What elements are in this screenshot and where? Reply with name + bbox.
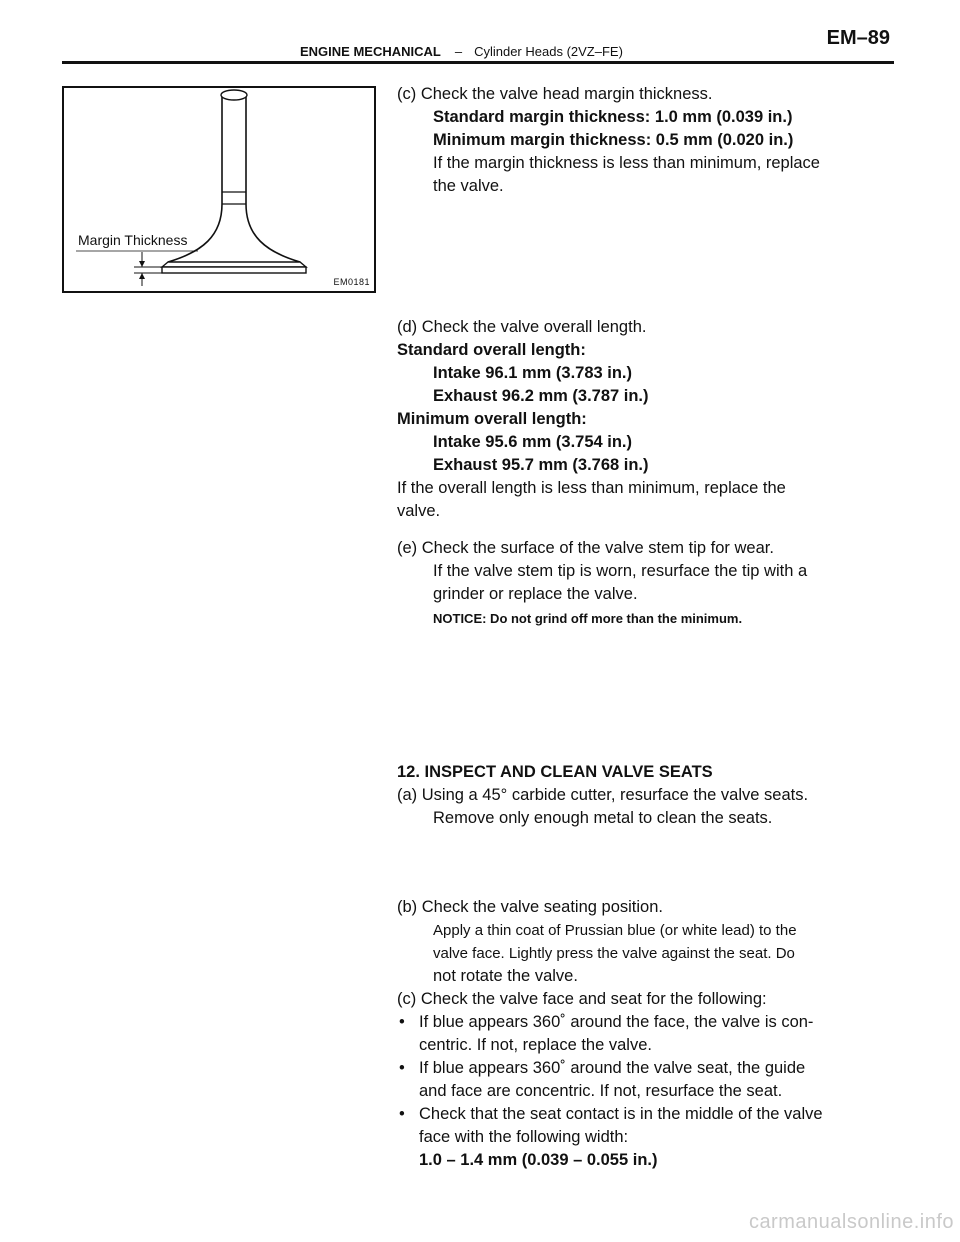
figure-frame	[63, 87, 375, 292]
step-d-title: (d) Check the valve overall length.	[397, 318, 647, 336]
header-separator: –	[454, 44, 463, 59]
valve-drawing	[62, 86, 376, 293]
step-e-block	[397, 537, 847, 630]
margin-thickness-label: Margin Thickness	[78, 232, 188, 248]
step-12c-title: (c) Check the valve face and seat for the following:	[397, 990, 767, 1008]
header-subsection: Cylinder Heads (2VZ–FE)	[474, 44, 623, 59]
bullet-1	[397, 1011, 847, 1034]
minimum-length-label: Minimum overall length:	[397, 410, 587, 428]
step-e-title: (e) Check the surface of the valve stem tip for wear.	[397, 539, 774, 557]
header-section: ENGINE MECHANICAL	[300, 44, 441, 59]
step-e-line-1: If the valve stem tip is worn, resurface the tip with a	[433, 562, 808, 580]
step-e-line-2: grinder or replace the valve.	[433, 585, 638, 603]
valve-margin-figure	[62, 86, 376, 293]
header-rule	[62, 61, 894, 64]
step-12b-line-3: not rotate the valve.	[433, 967, 578, 985]
step-d-note-2: valve.	[397, 502, 441, 520]
page-number: EM–89	[826, 27, 890, 49]
min-intake-spec: Intake 95.6 mm (3.754 in.)	[433, 433, 633, 451]
step-e-notice: NOTICE: Do not grind off more than the minimum.	[433, 611, 743, 626]
step-d-block	[397, 316, 847, 523]
bullet-1-text: If blue appears 360˚ around the face, the valve is con-	[419, 1013, 814, 1031]
step-d-note-1: If the overall length is less than minimum, replace the	[397, 479, 786, 497]
bullet-3-cont: face with the following width:	[419, 1128, 629, 1146]
section-12-title: 12. INSPECT AND CLEAN VALVE SEATS	[397, 763, 713, 781]
step-12b-c-block	[397, 896, 847, 1172]
bullet-3	[397, 1103, 847, 1126]
bullet-3-text: Check that the seat contact is in the middle of the valve	[419, 1105, 823, 1123]
header-title	[300, 44, 623, 60]
bullet-1-cont: centric. If not, replace the valve.	[419, 1036, 652, 1054]
figure-code: EM0181	[333, 277, 370, 287]
bullet-2	[397, 1057, 847, 1080]
step-12b-title: (b) Check the valve seating position.	[397, 898, 663, 916]
page-header	[0, 20, 960, 60]
bullet-2-text: If blue appears 360˚ around the valve seat, the guide	[419, 1059, 806, 1077]
step-12a-line: Remove only enough metal to clean the seats.	[433, 809, 773, 827]
std-intake-spec: Intake 96.1 mm (3.783 in.)	[433, 364, 633, 382]
minimum-margin-spec: Minimum margin thickness: 0.5 mm (0.020 in.)	[433, 131, 794, 149]
section-12-block	[397, 761, 847, 830]
bullet-marker: •	[399, 1013, 405, 1031]
step-12b-line-2: valve face. Lightly press the valve against the seat. Do	[433, 945, 795, 962]
step-c-title: (c) Check the valve head margin thickness.	[397, 85, 713, 103]
step-12b-line-1: Apply a thin coat of Prussian blue (or white lead) to the	[433, 922, 797, 939]
step-c-margin-block	[397, 83, 847, 198]
step-12a-title: (a) Using a 45° carbide cutter, resurface the valve seats.	[397, 786, 809, 804]
bullet-2-cont: and face are concentric. If not, resurface the seat.	[419, 1082, 783, 1100]
standard-margin-spec: Standard margin thickness: 1.0 mm (0.039 in.)	[433, 108, 793, 126]
std-exhaust-spec: Exhaust 96.2 mm (3.787 in.)	[433, 387, 649, 405]
min-exhaust-spec: Exhaust 95.7 mm (3.768 in.)	[433, 456, 649, 474]
seat-width-spec: 1.0 – 1.4 mm (0.039 – 0.055 in.)	[419, 1151, 658, 1169]
watermark: carmanualsonline.info	[748, 1211, 954, 1233]
step-c-note-1: If the margin thickness is less than minimum, replace	[433, 154, 820, 172]
bullet-marker: •	[399, 1059, 405, 1077]
step-c-note-2: the valve.	[433, 177, 504, 195]
bullet-marker: •	[399, 1105, 405, 1123]
standard-length-label: Standard overall length:	[397, 341, 586, 359]
